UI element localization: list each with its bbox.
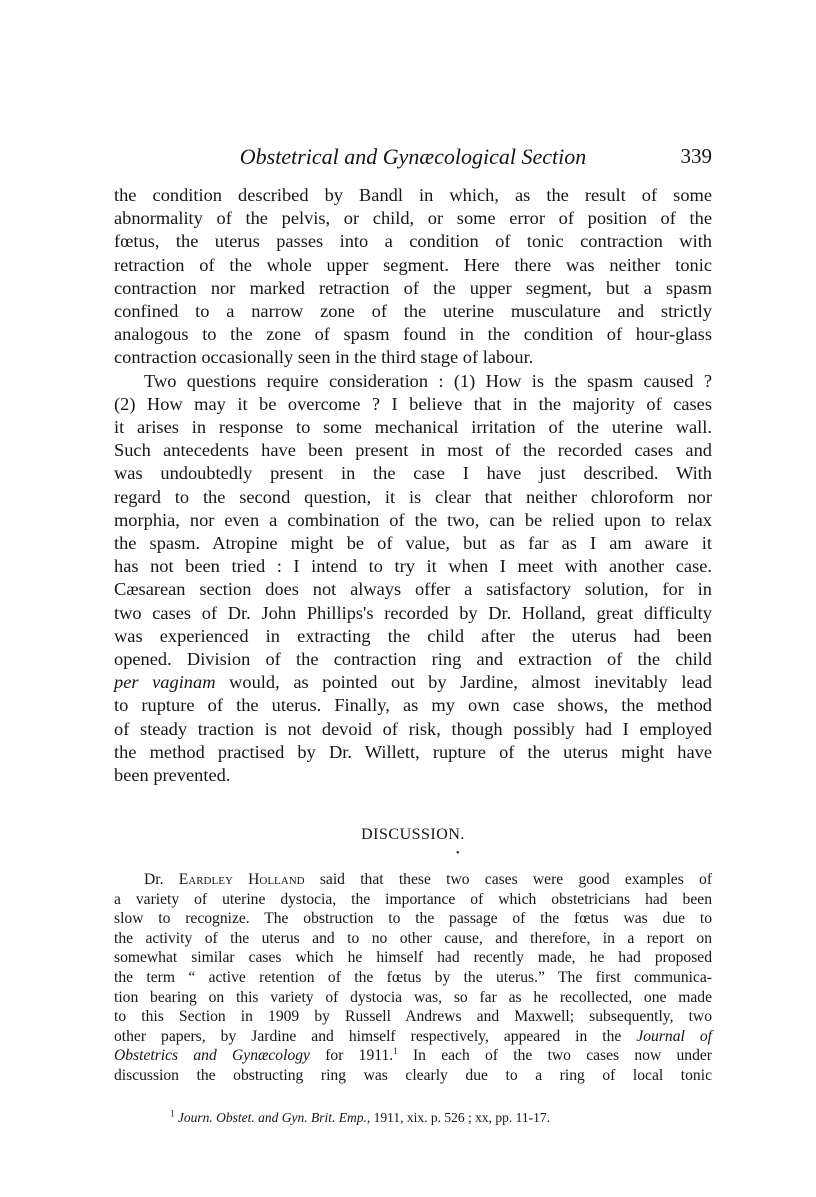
- discussion-heading: DISCUSSION.: [361, 826, 465, 843]
- text-line: has not been tried : I intend to try it when I meet with another case.: [114, 556, 712, 577]
- journal-title: Journal of: [636, 1027, 712, 1045]
- text-line: discussion the obstructing ring was clearly due to a ring of local tonic: [114, 1066, 712, 1084]
- text-line: the condition described by Bandl in which, as the result of some: [114, 185, 712, 205]
- footnote-marker: 1: [393, 1046, 398, 1057]
- text-line: to this Section in 1909 by Russell Andrews and Maxwell; subsequently, two: [114, 1008, 712, 1026]
- text-segment: Dr.: [144, 871, 179, 888]
- speaker-name: Eardley Holland: [178, 871, 305, 888]
- text-line: was experienced in extracting the child after the uterus had been: [114, 625, 712, 646]
- text-line: Two questions require consideration : (1) How is the spasm caused ?: [144, 370, 712, 391]
- text-line: contraction nor marked retraction of the upper segment, but a spasm: [114, 277, 712, 298]
- text-line: the activity of the uterus and to no other cause, and therefore, in a report on: [114, 929, 712, 947]
- text-line: [114, 870, 712, 890]
- text-line: to rupture of the uterus. Finally, as my own case shows, the method: [114, 695, 712, 716]
- body-text: [114, 184, 712, 787]
- discussion-text: [114, 870, 712, 1086]
- page-header: [114, 142, 712, 172]
- text-line: was undoubtedly present in the case I have just described. With: [114, 463, 712, 484]
- ornament-dot: •: [456, 848, 460, 859]
- text-line: analogous to the zone of spasm found in the condition of hour-glass: [114, 324, 712, 345]
- text-line: [114, 1046, 712, 1066]
- footnote-number: 1: [170, 1108, 175, 1119]
- latin-phrase: per vaginam: [114, 672, 216, 693]
- text-line: it arises in response to some mechanical irritation of the uterine wall.: [114, 417, 712, 438]
- text-line: retraction of the whole upper segment. Here there was neither tonic: [114, 254, 712, 275]
- text-line: fœtus, the uterus passes into a condition of tonic contraction with: [114, 231, 712, 252]
- footnote: [170, 1110, 710, 1126]
- text-line: Cæsarean section does not always offer a satisfactory solution, for in: [114, 579, 712, 600]
- text-line: somewhat similar cases which he himself had recently made, he had proposed: [114, 949, 712, 967]
- text-line: the spasm. Atropine might be of value, but as far as I am aware it: [114, 533, 712, 554]
- text-line: [114, 671, 712, 694]
- text-line: (2) How may it be overcome ? I believe that in the majority of cases: [114, 393, 712, 414]
- text-line: tion bearing on this variety of dystocia was, so far as he recollected, one made: [114, 988, 712, 1006]
- text-line: Such antecedents have been present in most of the recorded cases and: [114, 440, 712, 461]
- text-line: slow to recognize. The obstruction to the passage of the fœtus was due to: [114, 910, 712, 928]
- text-line: regard to the second question, it is clear that neither chloroform nor: [114, 486, 712, 507]
- text-line: [114, 1027, 712, 1047]
- text-line: a variety of uterine dystocia, the importance of which obstetricians had been: [114, 890, 712, 908]
- text-line: of steady traction is not devoid of risk, though possibly had I employed: [114, 718, 712, 739]
- journal-title: Obstetrics and Gynæcology: [114, 1047, 310, 1065]
- paragraph-1: [114, 184, 712, 370]
- text-segment: In each of the two cases now under: [397, 1047, 712, 1065]
- paragraph-2: [114, 370, 712, 788]
- text-line: been prevented.: [114, 765, 231, 786]
- running-title: Obstetrical and Gynæcological Section: [239, 144, 587, 169]
- text-segment: said that these two cases were good examples of: [304, 871, 713, 888]
- text-line: confined to a narrow zone of the uterine musculature and strictly: [114, 301, 712, 322]
- page-number: 339: [680, 144, 712, 168]
- text-line: contraction occasionally seen in the third stage of labour.: [114, 347, 534, 368]
- text-line: opened. Division of the contraction ring and extraction of the child: [114, 649, 712, 670]
- text-line: abnormality of the pelvis, or child, or some error of position of the: [114, 208, 712, 229]
- text-line: morphia, nor even a combination of the two, can be relied upon to relax: [114, 509, 712, 530]
- text-segment: other papers, by Jardine and himself respectively, appeared in the: [114, 1027, 637, 1045]
- text-segment: for 1911.: [309, 1047, 394, 1065]
- footnote-journal: Journ. Obstet. and Gyn. Brit. Emp.: [177, 1110, 367, 1125]
- footnote-citation: , 1911, xix. p. 526 ; xx, pp. 11-17.: [366, 1110, 550, 1125]
- text-line: the term “ active retention of the fœtus by the uterus.” The first communica-: [114, 968, 712, 986]
- text-line: the method practised by Dr. Willett, rupture of the uterus might have: [114, 741, 712, 762]
- text-segment: would, as pointed out by Jardine, almost inevitably lead: [215, 672, 712, 693]
- text-line: two cases of Dr. John Phillips's recorded by Dr. Holland, great difficulty: [114, 602, 712, 623]
